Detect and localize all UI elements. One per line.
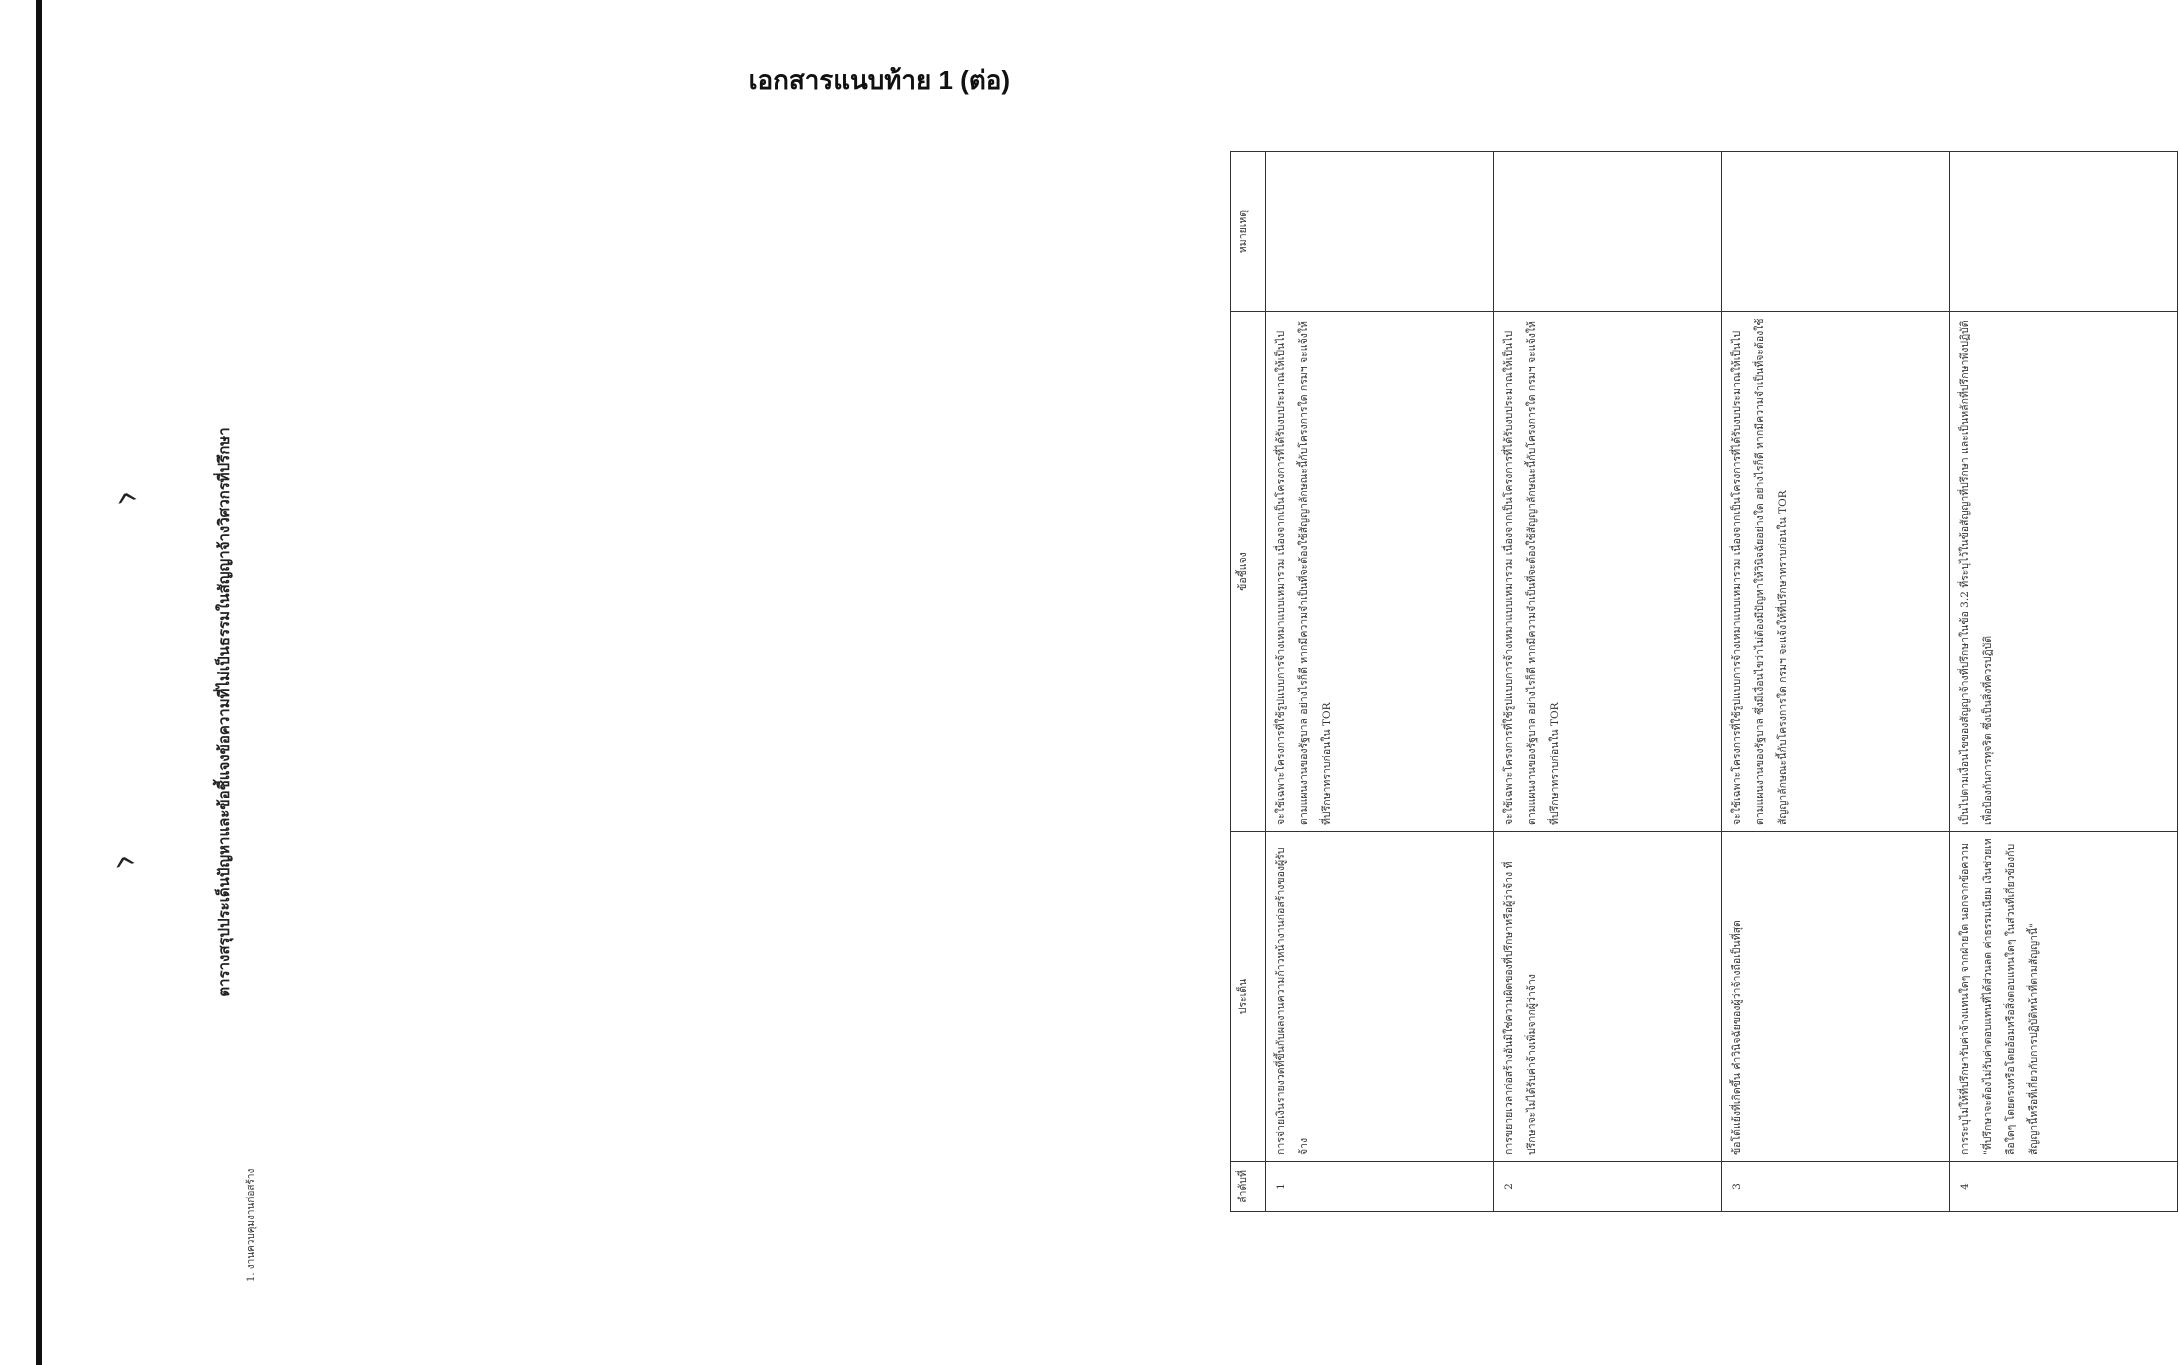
header-no: ลำดับที่ [1231, 1162, 1266, 1212]
row-issue: การระบุไม่ให้ที่ปรึกษารับค่าจ้างแทนใดๆ จากฝ่ายใด นอกจากข้อความ "ที่ปรึกษาจะต้องไม่รับค่าตอบแทนที่ได้ส่วนลด ค่าธรรมเนียม เงินช่วยเหลือใดๆ โดยตรงหรือโดยอ้อมหรือสิ่งตอบแทนใดๆ ในส่วนที่เกี่ยวข้องกับสัญญานี้หรือที่เกี่ยวกับการปฏิบัติหน้าที่ตามสัญญานี้" [1950, 832, 2178, 1162]
rotated-table-block [1230, 152, 2180, 1212]
table-row [1266, 152, 1494, 1212]
document-subtitle: 1. งานควบคุมงานก่อสร้าง [246, 1168, 257, 1282]
row-no: 1 [1266, 1162, 1494, 1212]
row-no: 4 [1950, 1162, 2178, 1212]
row-fact: จะใช้เฉพาะโครงการที่ใช้รูปแบบการจ้างเหมาแบบเหมารวม เนื่องจากเป็นโครงการที่ได้รับงบประมาณให้เป็นไปตามแผนงานของรัฐบาล อย่างไรก็ดี หากมีความจำเป็นที่จะต้องใช้สัญญาลักษณะนี้กับโครงการใด กรมฯ จะแจ้งให้ที่ปรึกษาทราบก่อนใน TOR [1494, 312, 1722, 832]
issues-table [1230, 151, 2178, 1212]
row-issue: ข้อโต้แย้งที่เกิดขึ้น คำวินิจฉัยของผู้ว่าจ้างถือเป็นที่สุด [1722, 832, 1950, 1162]
header-issue: ประเด็น [1231, 832, 1266, 1162]
row-remark [1494, 152, 1722, 312]
scan-edge-bar [36, 0, 42, 1365]
row-no: 3 [1722, 1162, 1950, 1212]
table-row [1722, 152, 1950, 1212]
table-row [1950, 152, 2178, 1212]
row-fact: จะใช้เฉพาะโครงการที่ใช้รูปแบบการจ้างเหมาแบบเหมารวม เนื่องจากเป็นโครงการที่ได้รับงบประมาณให้เป็นไปตามแผนงานของรัฐบาล อย่างไรก็ดี หากมีความจำเป็นที่จะต้องใช้สัญญาลักษณะนี้กับโครงการใด กรมฯ จะแจ้งให้ที่ปรึกษาทราบก่อนใน TOR [1266, 312, 1494, 832]
row-remark [1722, 152, 1950, 312]
row-fact: จะใช้เฉพาะโครงการที่ใช้รูปแบบการจ้างเหมาแบบเหมารวม เนื่องจากเป็นโครงการที่ได้รับงบประมาณให้เป็นไปตามแผนงานของรัฐบาล ซึ่งมีเงื่อนไขว่าไม่ต้องมีปัญหาให้วินิจฉัยอย่างใด อย่างไรก็ดี หากมีความจำเป็นที่จะต้องใช้สัญญาลักษณะนี้กับโครงการใด กรมฯ จะแจ้งให้ที่ปรึกษาทราบก่อนใน TOR [1722, 312, 1950, 832]
row-remark [1950, 152, 2178, 312]
margin-mark-middle: ^ [109, 849, 144, 890]
row-remark [1266, 152, 1494, 312]
table-header-row [1231, 152, 1266, 1212]
margin-mark-top: ^ [111, 485, 146, 526]
rotated-title-block [212, 142, 340, 1282]
attachment-header: เอกสารแนบท้าย 1 (ต่อ) [748, 65, 1010, 95]
row-fact: เป็นไปตามเงื่อนไขของสัญญาจ้างที่ปรึกษาในข้อ 3.2 ที่ระบุไว้ในข้อสัญญาที่ปรึกษา และเป็นหลักที่ปรึกษาพึงปฏิบัติ เพื่อป้องกันการทุจริต ซึ่งเป็นสิ่งที่ควรปฏิบัติ [1950, 312, 2178, 832]
table-row [1494, 152, 1722, 1212]
header-remark: หมายเหตุ [1231, 152, 1266, 312]
document-title: ตารางสรุปประเด็นปัญหาและข้อชี้แจงข้อความที่ไม่เป็นธรรมในสัญญาจ้างวิศวกรที่ปรึกษา [215, 427, 233, 997]
row-issue: การขยายเวลาก่อสร้างอันมิใช่ความผิดของที่ปรึกษาหรือผู้ว่าจ้าง ที่ปรึกษาจะไม่ได้รับค่าจ้างเพิ่มจากผู้ว่าจ้าง [1494, 832, 1722, 1162]
row-issue: การจ่ายเงินรายงวดที่ขึ้นกับผลงานความก้าวหน้างานก่อสร้างของผู้รับจ้าง [1266, 832, 1494, 1162]
row-no: 2 [1494, 1162, 1722, 1212]
header-fact: ข้อชี้แจง [1231, 312, 1266, 832]
